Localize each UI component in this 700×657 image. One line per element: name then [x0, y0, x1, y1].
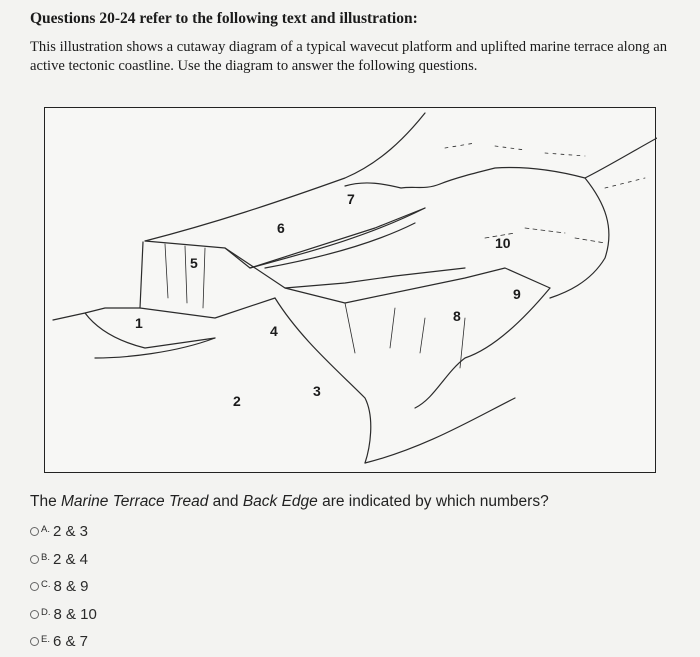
question-middle: and — [208, 493, 243, 510]
platform-surface — [225, 248, 550, 303]
diagram-label-1: 1 — [135, 315, 143, 331]
question-prefix: The — [30, 493, 62, 510]
option-letter: E. — [41, 634, 50, 646]
question-text — [30, 493, 549, 511]
question-heading: Questions 20-24 refer to the following text and illustration: — [30, 10, 418, 27]
option-text: 2 & 4 — [52, 550, 89, 568]
option-letter: B. — [41, 551, 50, 563]
option-b[interactable] — [30, 546, 97, 574]
radio-circle-icon[interactable] — [30, 637, 39, 646]
option-text: 8 & 10 — [53, 605, 97, 623]
diagram-label-6: 6 — [277, 220, 285, 236]
option-text: 6 & 7 — [52, 633, 89, 651]
hill-crest-line — [345, 183, 440, 188]
diagram-label-9: 9 — [513, 286, 521, 302]
left-shoreline — [53, 308, 140, 320]
option-e[interactable] — [30, 628, 97, 656]
wave-cut-cliff — [275, 298, 371, 463]
terrace-block-front — [140, 242, 275, 318]
radio-circle-icon[interactable] — [30, 555, 39, 564]
upper-slope-line — [145, 113, 425, 241]
diagram-label-8: 8 — [453, 308, 461, 324]
terrace-diagram — [44, 107, 656, 473]
intro-text: This illustration shows a cutaway diagram of a typical wavecut platform and uplifted marine terrace along an active tectonic coastline. Use the diagram to answer the following questions. — [30, 39, 668, 74]
radio-circle-icon[interactable] — [30, 582, 39, 591]
option-d[interactable] — [30, 601, 97, 629]
question-term-back-edge: Back Edge — [242, 493, 318, 510]
question-suffix: are indicated by which numbers? — [317, 493, 549, 510]
radio-circle-icon[interactable] — [30, 610, 39, 619]
terrace-diagram-drawing — [45, 108, 657, 474]
option-letter: C. — [41, 579, 51, 591]
question-term-tread: Marine Terrace Tread — [61, 493, 209, 510]
diagram-label-7: 7 — [347, 191, 355, 207]
diagram-label-3: 3 — [313, 383, 321, 399]
diagram-label-5: 5 — [190, 255, 198, 271]
option-text: 2 & 3 — [52, 523, 89, 541]
option-a[interactable] — [30, 518, 97, 546]
option-letter: D. — [41, 606, 51, 618]
diagram-label-10: 10 — [495, 235, 511, 251]
option-c[interactable] — [30, 573, 97, 601]
option-letter: A. — [41, 524, 50, 536]
rear-cliff — [550, 178, 609, 298]
option-text: 8 & 9 — [53, 578, 89, 596]
diagram-label-2: 2 — [233, 393, 241, 409]
diagram-label-4: 4 — [270, 323, 278, 339]
upper-terrace-edge — [440, 138, 657, 184]
radio-circle-icon[interactable] — [30, 527, 39, 536]
answer-options — [30, 518, 97, 656]
